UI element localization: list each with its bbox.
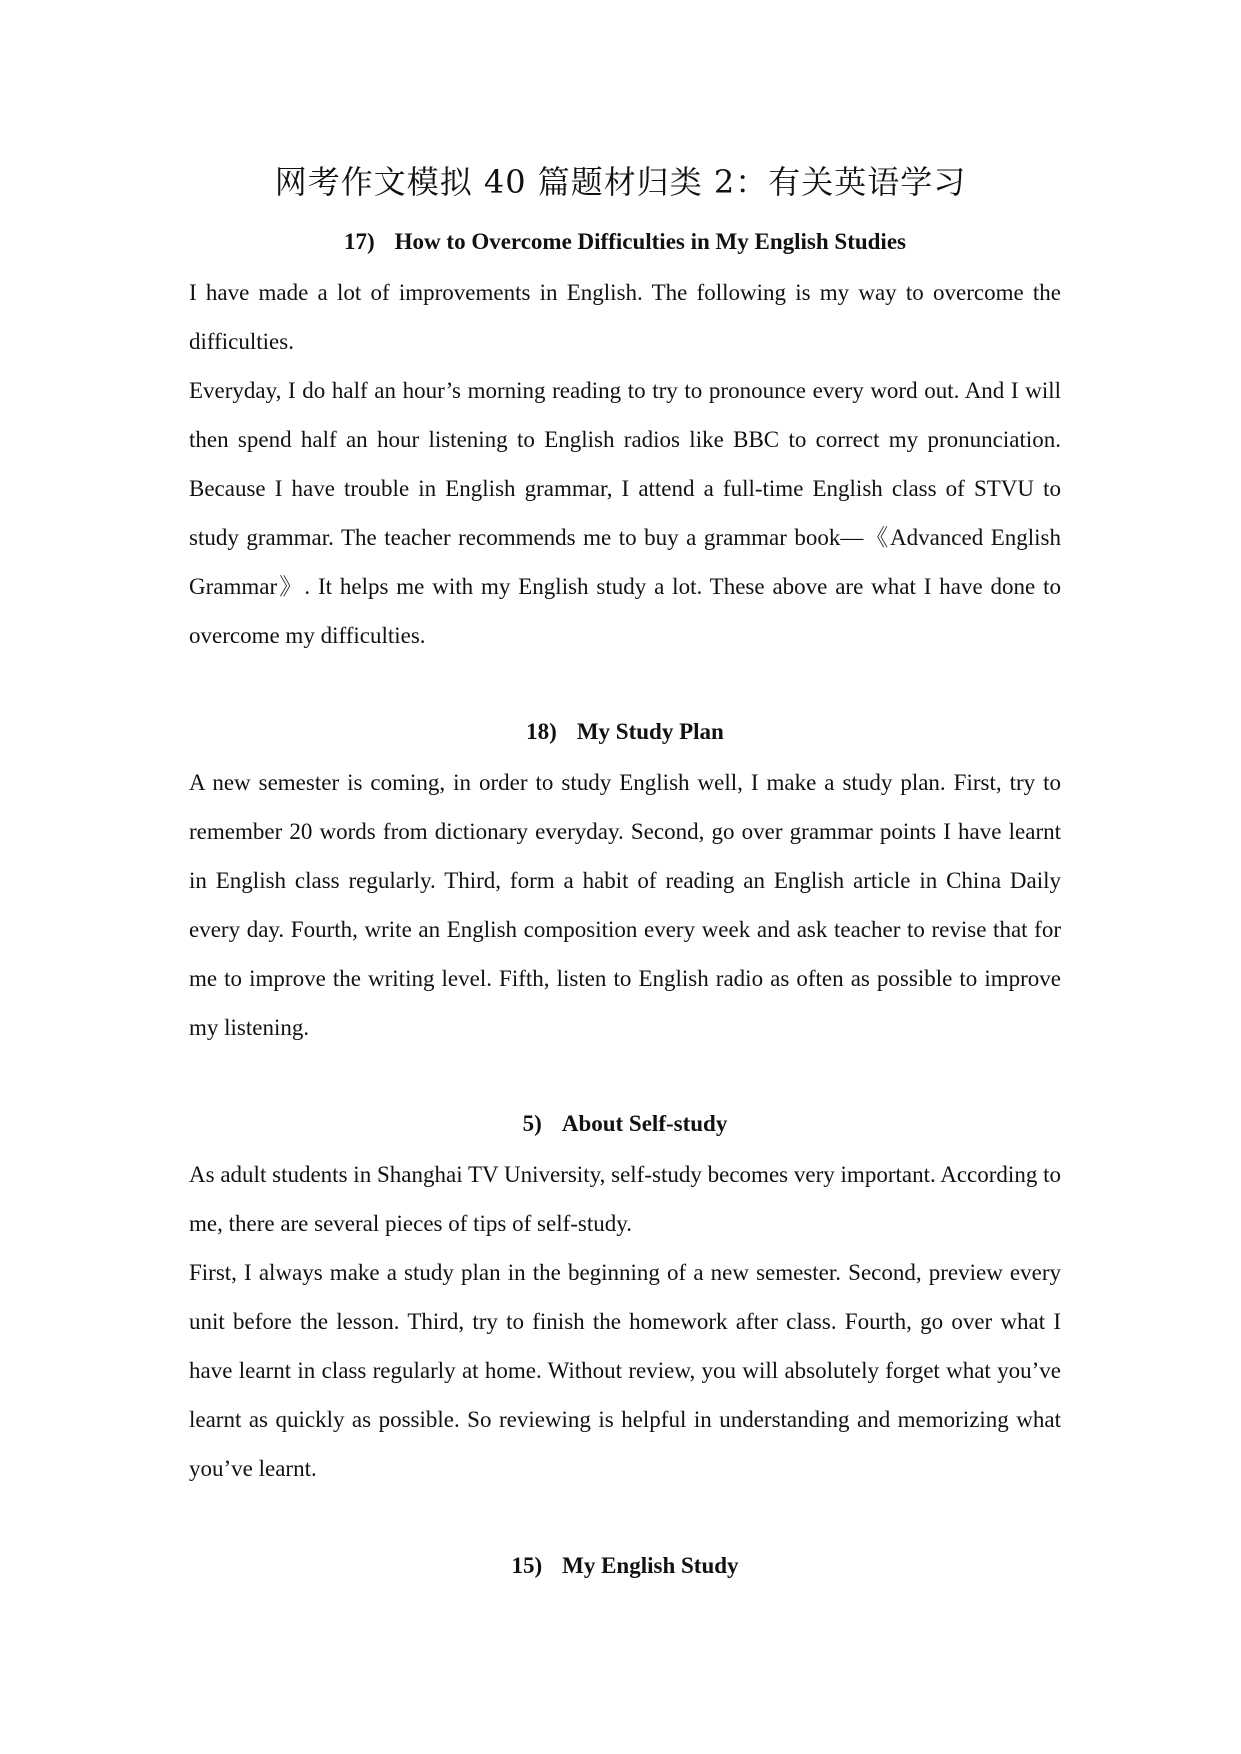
document-title: 网考作文模拟 40 篇题材归类 2：有关英语学习 xyxy=(274,163,967,201)
essay-number: 17) xyxy=(344,229,375,254)
essay-section-15 xyxy=(189,1550,1061,1592)
essay-section-18 xyxy=(189,716,1061,1052)
essay-paragraph: First, I always make a study plan in the beginning of a new semester. Second, preview every unit before the lesson. Third, try to finish the homework after class. Fourth, go over what I have learnt in class regularly at home. Without review, you will absolutely forget what you’ve learnt as quickly as possible. So reviewing is helpful in understanding and memorizing what you’ve learnt. xyxy=(189,1260,1061,1481)
essay-paragraph: I have made a lot of improvements in English. The following is my way to overcome the difficulties. xyxy=(189,280,1061,354)
essay-number: 15) xyxy=(511,1553,543,1578)
essay-paragraph: A new semester is coming, in order to study English well, I make a study plan. First, try to remember 20 words from dictionary everyday. Second, go over grammar points I have learnt in English class regularly. Third, form a habit of reading an English article in China Daily every day. Fourth, write an English composition every week and ask teacher to revise that for me to improve the writing level. Fifth, listen to English radio as often as possible to improve my listening. xyxy=(189,770,1061,1040)
essay-heading xyxy=(189,226,1061,258)
essay-number: 5) xyxy=(522,1111,542,1136)
essay-title: My English Study xyxy=(562,1553,739,1578)
essay-section-17 xyxy=(189,226,1061,660)
essay-section-5 xyxy=(189,1108,1061,1493)
essay-heading xyxy=(189,1550,1061,1582)
essay-title: How to Overcome Difficulties in My English Studies xyxy=(394,229,906,254)
essay-title: About Self-study xyxy=(561,1111,728,1136)
essay-paragraph: Everyday, I do half an hour’s morning reading to try to pronounce every word out. And I will then spend half an hour listening to English radios like BBC to correct my pronunciation. Because I have trouble in English grammar, I attend a full-time English class of STVU to study grammar. The teacher recommends me to buy a grammar book—《Advanced English Grammar》. It helps me with my English study a lot. These above are what I have done to overcome my difficulties. xyxy=(189,378,1061,648)
essay-title: My Study Plan xyxy=(576,719,724,744)
essay-paragraph: As adult students in Shanghai TV University, self-study becomes very important. According to me, there are several pieces of tips of self-study. xyxy=(189,1162,1061,1236)
essay-heading xyxy=(189,716,1061,748)
essay-heading xyxy=(189,1108,1061,1140)
essay-number: 18) xyxy=(526,719,557,744)
